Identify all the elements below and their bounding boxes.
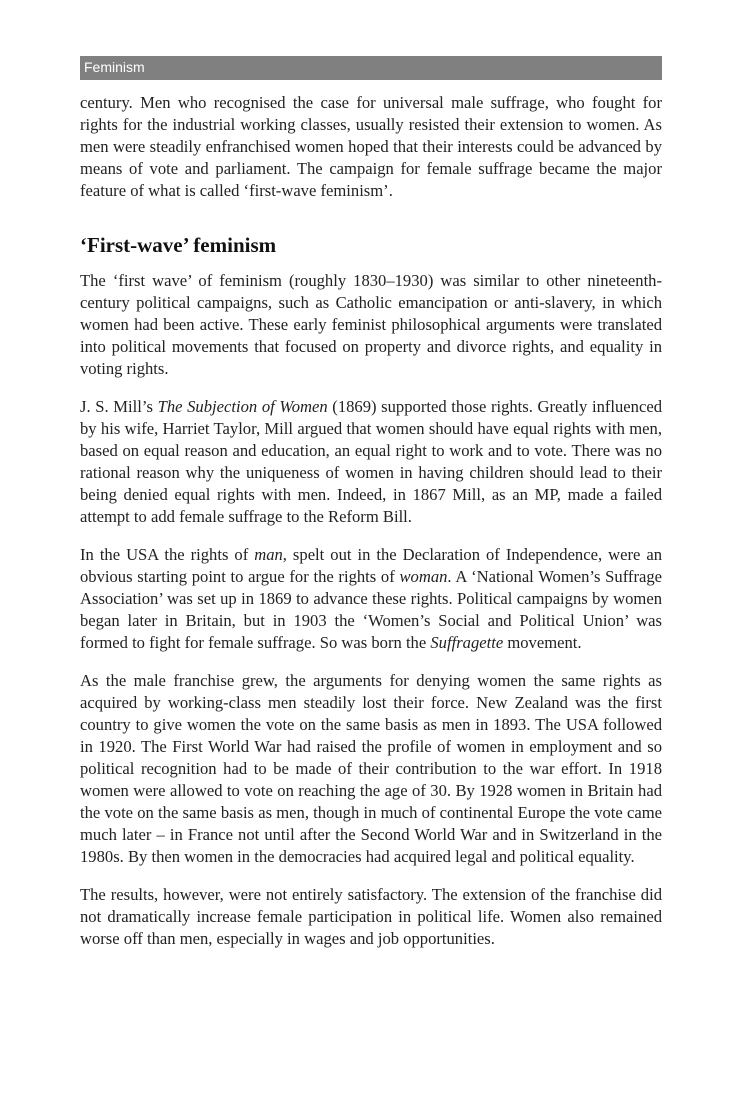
emphasis: Suffragette — [430, 633, 504, 652]
intro-paragraph: century. Men who recognised the case for universal male suffrage, who fought for rights for the industrial working classes, usually resisted their extension to women. As men were steadily enfranchised women hoped that their interests could be advanced by means of vote and parliament. The campaign for female suffrage became the major feature of what is called ‘first-wave feminism’. — [80, 93, 662, 200]
text-run: , spelt out in the Declaration of Independence, were an obvious starting point to argue for the rights of — [80, 545, 662, 586]
paragraph-results: The results, however, were not entirely satisfactory. The extension of the franchise did not dramatically increase female participation in political life. Women also remained worse off than men, especially in wages and job opportunities. — [80, 885, 662, 948]
text-run: J. S. Mill’s — [80, 397, 158, 416]
book-title: The Subjection of Women — [157, 397, 328, 416]
running-header — [80, 56, 662, 80]
paragraph-usa — [80, 544, 662, 654]
running-header-title: Feminism — [84, 59, 145, 75]
section-heading: ‘First-wave’ feminism — [80, 233, 277, 257]
emphasis: man — [254, 545, 283, 564]
emphasis: woman — [399, 567, 448, 586]
text-run: (1869) supported those rights. Greatly influenced by his wife, Harriet Taylor, Mill argued that women should have equal rights with men, based on equal reason and education, an equal right to work and to vote. There was no rational reason why the uniqueness of women in having children should lead to their being denied equal rights with men. Indeed, in 1867 Mill, as an MP, made a failed attempt to add female suffrage to the Reform Bill. — [80, 397, 662, 526]
paragraph-franchise: As the male franchise grew, the arguments for denying women the same rights as acquired by working-class men steadily lost their force. New Zealand was the first country to give women the vote on the same basis as men in 1893. The USA followed in 1920. The First World War had raised the profile of women in employment and so political recognition had to be made of their contribution to the war effort. In 1918 women were allowed to vote on reaching the age of 30. By 1928 women in Britain had the vote on the same basis as men, though in much of continental Europe the vote came much later – in France not until after the Second World War and in Switzerland in the 1980s. By then women in the democracies had acquired legal and political equality. — [80, 671, 662, 866]
text-run: . A ‘National Women’s Suffrage Association’ was set up in 1869 to advance these rights. Political campaigns by women began later in Britain, but in 1903 the ‘Women’s Social and Political Union’ was formed to fight for female suffrage. So was born the — [80, 567, 662, 652]
text-run: movement. — [503, 633, 582, 652]
paragraph-mill — [80, 396, 662, 528]
paragraph-first-wave: The ‘first wave’ of feminism (roughly 1830–1930) was similar to other nineteenth-century political campaigns, such as Catholic emancipation or anti-slavery, in which women had been active. These early feminist philosophical arguments were translated into political movements that focused on property and divorce rights, and equality in voting rights. — [80, 271, 662, 378]
text-run: In the USA the rights of — [80, 545, 255, 564]
page-body — [80, 92, 662, 966]
